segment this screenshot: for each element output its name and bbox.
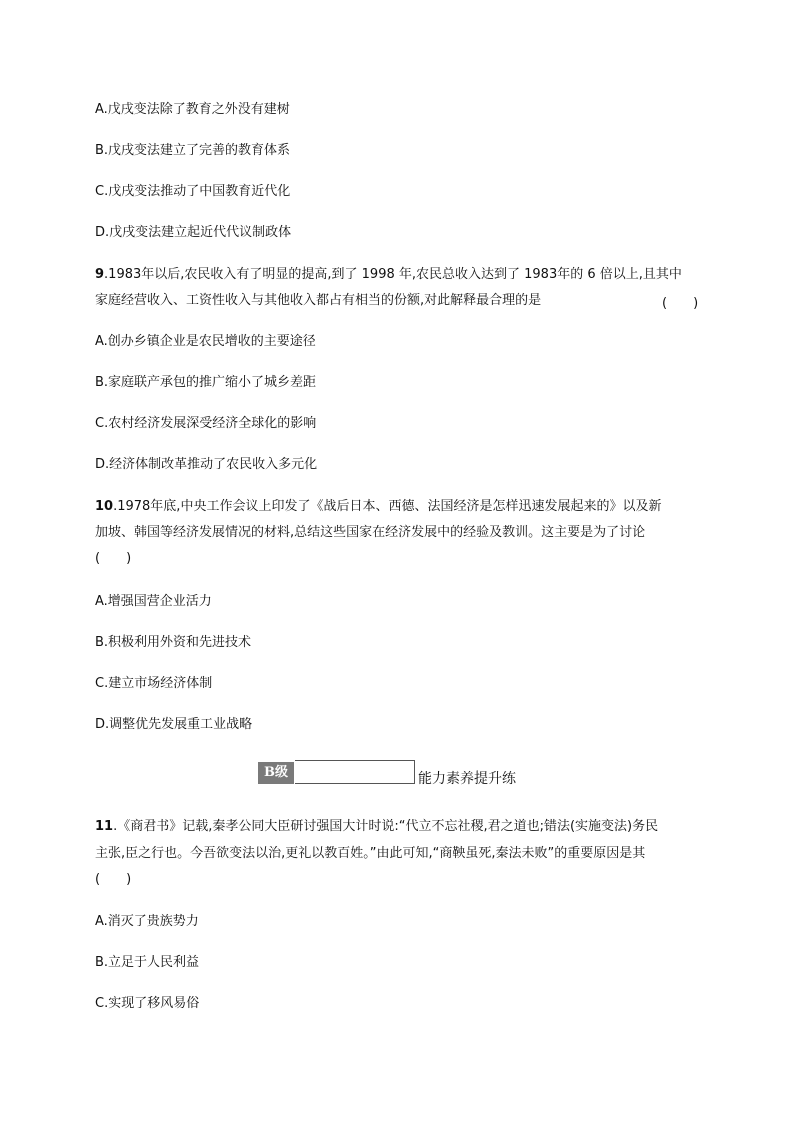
question-9-stem-line2: 家庭经营收入、工资性收入与其他收入都占有相当的份额,对此解释最合理的是 <box>95 293 542 308</box>
question-text: .《商君书》记载,秦孝公同大臣研讨强国大计时说:“代立不忘社稷,君之道也;错法(实施变法)务民 <box>113 819 659 834</box>
question-text: .1983年以后,农民收入有了明显的提高,到了 1998 年,农民总收入达到了 1983年的 6 倍以上,且其中 <box>104 267 682 282</box>
option-d: D.戊戌变法建立起近代代议制政体 <box>95 225 292 240</box>
option-b: B.积极利用外资和先进技术 <box>95 635 252 650</box>
option-b: B.家庭联产承包的推广缩小了城乡差距 <box>95 375 317 390</box>
section-title: 能力素养提升练 <box>418 771 516 787</box>
question-number: 9 <box>95 267 105 282</box>
option-c: C.戊戌变法推动了中国教育近代化 <box>95 184 291 199</box>
option-b: B.戊戌变法建立了完善的教育体系 <box>95 143 291 158</box>
option-d: D.调整优先发展重工业战略 <box>95 717 253 732</box>
answer-blank: ( ) <box>662 296 699 311</box>
section-header <box>258 760 558 788</box>
option-c: C.实现了移风易俗 <box>95 996 200 1011</box>
level-badge: B级 <box>258 762 294 784</box>
option-a: A.消灭了贵族势力 <box>95 914 199 929</box>
question-10-stem-line2: 加坡、韩国等经济发展情况的材料,总结这些国家在经济发展中的经验及教训。这主要是为了讨论 <box>95 525 646 540</box>
question-11-stem <box>95 818 658 836</box>
badge-frame <box>295 760 415 784</box>
question-9-stem <box>95 266 682 284</box>
option-a: A.戊戌变法除了教育之外没有建树 <box>95 102 290 117</box>
option-a: A.创办乡镇企业是农民增收的主要途径 <box>95 334 316 349</box>
answer-blank: ( ) <box>95 551 132 566</box>
option-c: C.建立市场经济体制 <box>95 676 213 691</box>
question-number: 10 <box>95 499 114 514</box>
answer-blank: ( ) <box>95 872 132 887</box>
question-text: .1978年底,中央工作会议上印发了《战后日本、西德、法国经济是怎样迅速发展起来的》以及新 <box>113 499 662 514</box>
question-10-stem <box>95 498 661 516</box>
option-b: B.立足于人民利益 <box>95 955 200 970</box>
question-number: 11 <box>95 819 114 834</box>
option-c: C.农村经济发展深受经济全球化的影响 <box>95 416 317 431</box>
option-a: A.增强国营企业活力 <box>95 594 212 609</box>
question-11-stem-line2: 主张,臣之行也。今吾欲变法以治,更礼以教百姓。”由此可知,“商鞅虽死,秦法未败”的重要原因是其 <box>95 846 646 861</box>
option-d: D.经济体制改革推动了农民收入多元化 <box>95 457 318 472</box>
